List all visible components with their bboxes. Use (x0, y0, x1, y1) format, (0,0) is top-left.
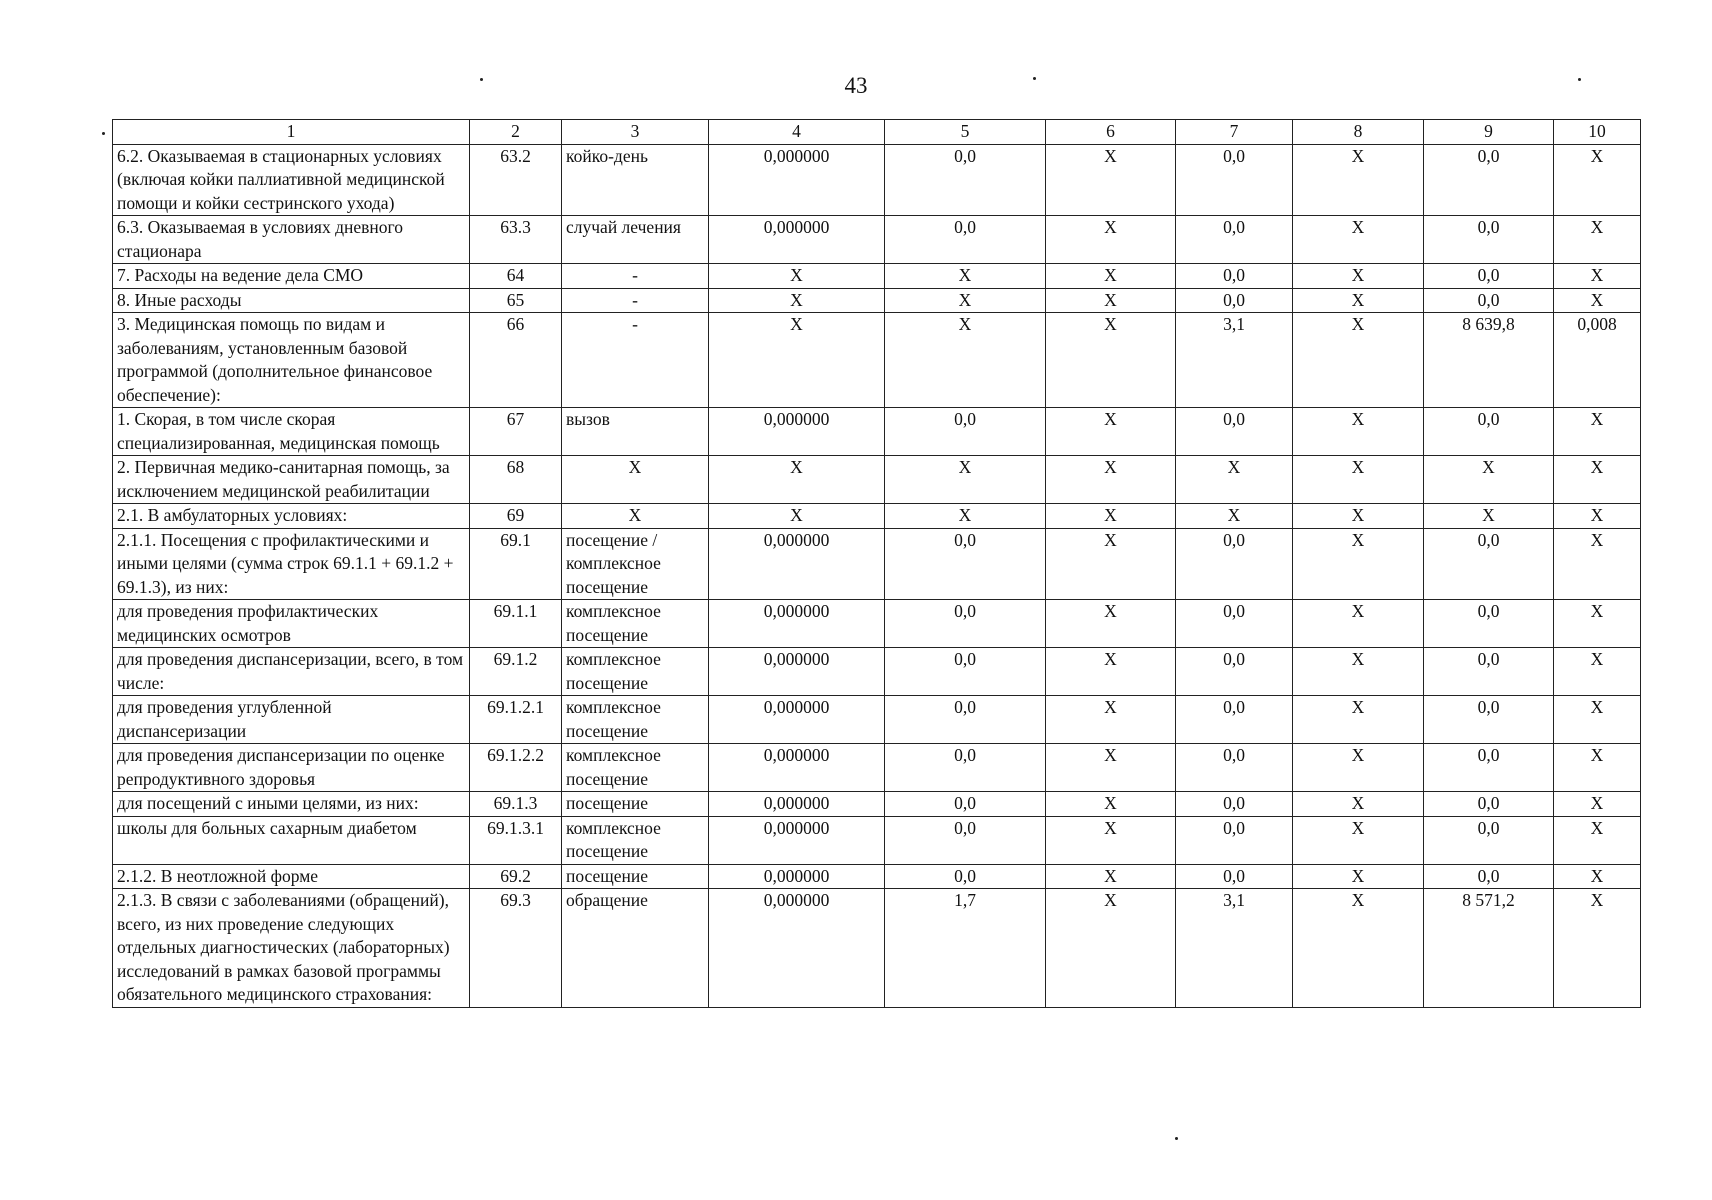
table-body (113, 120, 1641, 1008)
column-header: 7 (1176, 120, 1293, 145)
col10-cell: Х (1554, 216, 1641, 264)
col8-cell: Х (1293, 792, 1424, 817)
col10-cell: Х (1554, 408, 1641, 456)
row-code-cell: 69.2 (470, 864, 562, 889)
col10-cell: Х (1554, 864, 1641, 889)
unit-cell: комплексное посещение (562, 744, 709, 792)
page-number: 43 (844, 73, 868, 98)
table-row (113, 504, 1641, 529)
table-row (113, 792, 1641, 817)
col5-cell: 0,0 (885, 648, 1046, 696)
col7-cell: 0,0 (1176, 696, 1293, 744)
col9-cell: Х (1424, 456, 1554, 504)
row-name-cell: 8. Иные расходы (113, 288, 470, 313)
row-name-cell: 2.1.2. В неотложной форме (113, 864, 470, 889)
col7-cell: 0,0 (1176, 648, 1293, 696)
col9-cell: 0,0 (1424, 792, 1554, 817)
col7-cell: 0,0 (1176, 528, 1293, 600)
column-header: 2 (470, 120, 562, 145)
col6-cell: Х (1046, 889, 1176, 1008)
col10-cell: Х (1554, 528, 1641, 600)
col4-cell: Х (709, 264, 885, 289)
col8-cell: Х (1293, 889, 1424, 1008)
row-name-cell: 6.2. Оказываемая в стационарных условиях (включая койки паллиативной медицинской помощи и койки сестринского ухода) (113, 144, 470, 216)
table-row (113, 144, 1641, 216)
table-header-row (113, 120, 1641, 145)
table-row (113, 696, 1641, 744)
scan-speck (1033, 77, 1036, 80)
table-row (113, 313, 1641, 408)
col8-cell: Х (1293, 144, 1424, 216)
unit-cell: комплексное посещение (562, 648, 709, 696)
row-name-cell: для посещений с иными целями, из них: (113, 792, 470, 817)
col7-cell: 0,0 (1176, 216, 1293, 264)
row-code-cell: 68 (470, 456, 562, 504)
col5-cell: 0,0 (885, 792, 1046, 817)
row-name-cell: 6.3. Оказываемая в условиях дневного стационара (113, 216, 470, 264)
column-header: 8 (1293, 120, 1424, 145)
row-code-cell: 69.1.2.2 (470, 744, 562, 792)
table-row (113, 264, 1641, 289)
col8-cell: Х (1293, 864, 1424, 889)
column-header: 1 (113, 120, 470, 145)
col4-cell: Х (709, 456, 885, 504)
col9-cell: 0,0 (1424, 744, 1554, 792)
col10-cell: Х (1554, 504, 1641, 529)
col8-cell: Х (1293, 696, 1424, 744)
col7-cell: Х (1176, 456, 1293, 504)
col5-cell: 0,0 (885, 864, 1046, 889)
col4-cell: Х (709, 288, 885, 313)
col6-cell: Х (1046, 528, 1176, 600)
col9-cell: 0,0 (1424, 864, 1554, 889)
unit-cell: комплексное посещение (562, 816, 709, 864)
col9-cell: 0,0 (1424, 696, 1554, 744)
col10-cell: Х (1554, 288, 1641, 313)
col8-cell: Х (1293, 600, 1424, 648)
unit-cell: койко-день (562, 144, 709, 216)
col7-cell: 0,0 (1176, 864, 1293, 889)
col5-cell: 0,0 (885, 216, 1046, 264)
col4-cell: Х (709, 504, 885, 529)
col4-cell: 0,000000 (709, 144, 885, 216)
col5-cell: Х (885, 504, 1046, 529)
col4-cell: 0,000000 (709, 600, 885, 648)
col5-cell: Х (885, 313, 1046, 408)
row-code-cell: 65 (470, 288, 562, 313)
col9-cell: 0,0 (1424, 144, 1554, 216)
column-header: 4 (709, 120, 885, 145)
scan-speck (1578, 78, 1581, 81)
col8-cell: Х (1293, 264, 1424, 289)
row-name-cell: 2.1. В амбулаторных условиях: (113, 504, 470, 529)
col5-cell: Х (885, 456, 1046, 504)
column-header: 6 (1046, 120, 1176, 145)
col10-cell: Х (1554, 744, 1641, 792)
col6-cell: Х (1046, 216, 1176, 264)
column-header: 5 (885, 120, 1046, 145)
col6-cell: Х (1046, 744, 1176, 792)
table-row (113, 744, 1641, 792)
col9-cell: Х (1424, 504, 1554, 529)
col4-cell: 0,000000 (709, 648, 885, 696)
col6-cell: Х (1046, 792, 1176, 817)
col8-cell: Х (1293, 216, 1424, 264)
col4-cell: 0,000000 (709, 216, 885, 264)
col5-cell: 1,7 (885, 889, 1046, 1008)
col6-cell: Х (1046, 864, 1176, 889)
col8-cell: Х (1293, 313, 1424, 408)
col7-cell: 0,0 (1176, 408, 1293, 456)
col4-cell: 0,000000 (709, 864, 885, 889)
col10-cell: Х (1554, 696, 1641, 744)
col5-cell: 0,0 (885, 816, 1046, 864)
row-name-cell: 2. Первичная медико-санитарная помощь, за исключением медицинской реабилитации (113, 456, 470, 504)
col6-cell: Х (1046, 504, 1176, 529)
row-code-cell: 67 (470, 408, 562, 456)
col4-cell: Х (709, 313, 885, 408)
unit-cell: Х (562, 456, 709, 504)
col5-cell: 0,0 (885, 408, 1046, 456)
col9-cell: 0,0 (1424, 528, 1554, 600)
col5-cell: 0,0 (885, 528, 1046, 600)
col6-cell: Х (1046, 313, 1176, 408)
col10-cell: Х (1554, 456, 1641, 504)
col8-cell: Х (1293, 408, 1424, 456)
table-row (113, 456, 1641, 504)
row-name-cell: 3. Медицинская помощь по видам и заболеваниям, установленным базовой программой (дополнительное финансовое обеспечение): (113, 313, 470, 408)
col6-cell: Х (1046, 648, 1176, 696)
unit-cell: случай лечения (562, 216, 709, 264)
col7-cell: 0,0 (1176, 288, 1293, 313)
col9-cell: 0,0 (1424, 600, 1554, 648)
col8-cell: Х (1293, 528, 1424, 600)
data-table (112, 119, 1641, 1008)
col9-cell: 0,0 (1424, 648, 1554, 696)
col9-cell: 0,0 (1424, 264, 1554, 289)
column-header: 3 (562, 120, 709, 145)
col6-cell: Х (1046, 456, 1176, 504)
col10-cell: Х (1554, 144, 1641, 216)
col10-cell: Х (1554, 889, 1641, 1008)
row-code-cell: 69.1.3.1 (470, 816, 562, 864)
col6-cell: Х (1046, 144, 1176, 216)
row-name-cell: для проведения профилактических медицинских осмотров (113, 600, 470, 648)
col9-cell: 0,0 (1424, 816, 1554, 864)
col10-cell: Х (1554, 648, 1641, 696)
unit-cell: обращение (562, 889, 709, 1008)
row-name-cell: 2.1.1. Посещения с профилактическими и иными целями (сумма строк 69.1.1 + 69.1.2 + 69.1.3), из них: (113, 528, 470, 600)
table-row (113, 600, 1641, 648)
col9-cell: 0,0 (1424, 408, 1554, 456)
row-code-cell: 69.1.2 (470, 648, 562, 696)
col7-cell: 0,0 (1176, 816, 1293, 864)
col6-cell: Х (1046, 264, 1176, 289)
row-name-cell: 7. Расходы на ведение дела СМО (113, 264, 470, 289)
col10-cell: 0,008 (1554, 313, 1641, 408)
table-row (113, 816, 1641, 864)
table-row (113, 408, 1641, 456)
unit-cell: комплексное посещение (562, 600, 709, 648)
row-code-cell: 69.1 (470, 528, 562, 600)
col5-cell: 0,0 (885, 144, 1046, 216)
scan-speck (480, 78, 483, 81)
col9-cell: 0,0 (1424, 216, 1554, 264)
table-row (113, 528, 1641, 600)
col7-cell: 0,0 (1176, 144, 1293, 216)
unit-cell: посещение (562, 864, 709, 889)
row-code-cell: 69 (470, 504, 562, 529)
row-code-cell: 69.1.2.1 (470, 696, 562, 744)
row-name-cell: для проведения углубленной диспансеризации (113, 696, 470, 744)
unit-cell: - (562, 313, 709, 408)
col10-cell: Х (1554, 792, 1641, 817)
col7-cell: 3,1 (1176, 889, 1293, 1008)
col8-cell: Х (1293, 504, 1424, 529)
col10-cell: Х (1554, 264, 1641, 289)
unit-cell: посещение (562, 792, 709, 817)
col7-cell: 0,0 (1176, 744, 1293, 792)
row-code-cell: 63.2 (470, 144, 562, 216)
col8-cell: Х (1293, 456, 1424, 504)
col8-cell: Х (1293, 744, 1424, 792)
col4-cell: 0,000000 (709, 816, 885, 864)
col4-cell: 0,000000 (709, 889, 885, 1008)
col6-cell: Х (1046, 408, 1176, 456)
table-row (113, 889, 1641, 1008)
row-code-cell: 69.1.1 (470, 600, 562, 648)
table-row (113, 288, 1641, 313)
unit-cell: вызов (562, 408, 709, 456)
col7-cell: 0,0 (1176, 600, 1293, 648)
col4-cell: 0,000000 (709, 528, 885, 600)
col5-cell: Х (885, 264, 1046, 289)
col9-cell: 8 639,8 (1424, 313, 1554, 408)
table-row (113, 216, 1641, 264)
row-code-cell: 64 (470, 264, 562, 289)
col9-cell: 0,0 (1424, 288, 1554, 313)
col5-cell: Х (885, 288, 1046, 313)
col8-cell: Х (1293, 816, 1424, 864)
col7-cell: 3,1 (1176, 313, 1293, 408)
column-header: 9 (1424, 120, 1554, 145)
col4-cell: 0,000000 (709, 744, 885, 792)
col8-cell: Х (1293, 648, 1424, 696)
row-name-cell: 2.1.3. В связи с заболеваниями (обращений), всего, из них проведение следующих отдельных диагностических (лабораторных) исследований в рамках базовой программы обязательного медицинского страхования: (113, 889, 470, 1008)
scan-speck (102, 132, 105, 135)
row-name-cell: для проведения диспансеризации, всего, в том числе: (113, 648, 470, 696)
row-name-cell: школы для больных сахарным диабетом (113, 816, 470, 864)
unit-cell: Х (562, 504, 709, 529)
col9-cell: 8 571,2 (1424, 889, 1554, 1008)
table-row (113, 864, 1641, 889)
unit-cell: - (562, 264, 709, 289)
col6-cell: Х (1046, 288, 1176, 313)
col5-cell: 0,0 (885, 744, 1046, 792)
unit-cell: комплексное посещение (562, 696, 709, 744)
col5-cell: 0,0 (885, 696, 1046, 744)
col4-cell: 0,000000 (709, 696, 885, 744)
col7-cell: 0,0 (1176, 264, 1293, 289)
col10-cell: Х (1554, 816, 1641, 864)
row-name-cell: 1. Скорая, в том числе скорая специализированная, медицинская помощь (113, 408, 470, 456)
unit-cell: - (562, 288, 709, 313)
row-code-cell: 69.3 (470, 889, 562, 1008)
row-code-cell: 69.1.3 (470, 792, 562, 817)
scan-speck (1175, 1137, 1178, 1140)
row-name-cell: для проведения диспансеризации по оценке репродуктивного здоровья (113, 744, 470, 792)
col6-cell: Х (1046, 696, 1176, 744)
col10-cell: Х (1554, 600, 1641, 648)
col6-cell: Х (1046, 600, 1176, 648)
col7-cell: 0,0 (1176, 792, 1293, 817)
col8-cell: Х (1293, 288, 1424, 313)
table-row (113, 648, 1641, 696)
row-code-cell: 66 (470, 313, 562, 408)
col5-cell: 0,0 (885, 600, 1046, 648)
unit-cell: посещение / комплексное посещение (562, 528, 709, 600)
col4-cell: 0,000000 (709, 792, 885, 817)
column-header: 10 (1554, 120, 1641, 145)
col7-cell: Х (1176, 504, 1293, 529)
col4-cell: 0,000000 (709, 408, 885, 456)
row-code-cell: 63.3 (470, 216, 562, 264)
col6-cell: Х (1046, 816, 1176, 864)
